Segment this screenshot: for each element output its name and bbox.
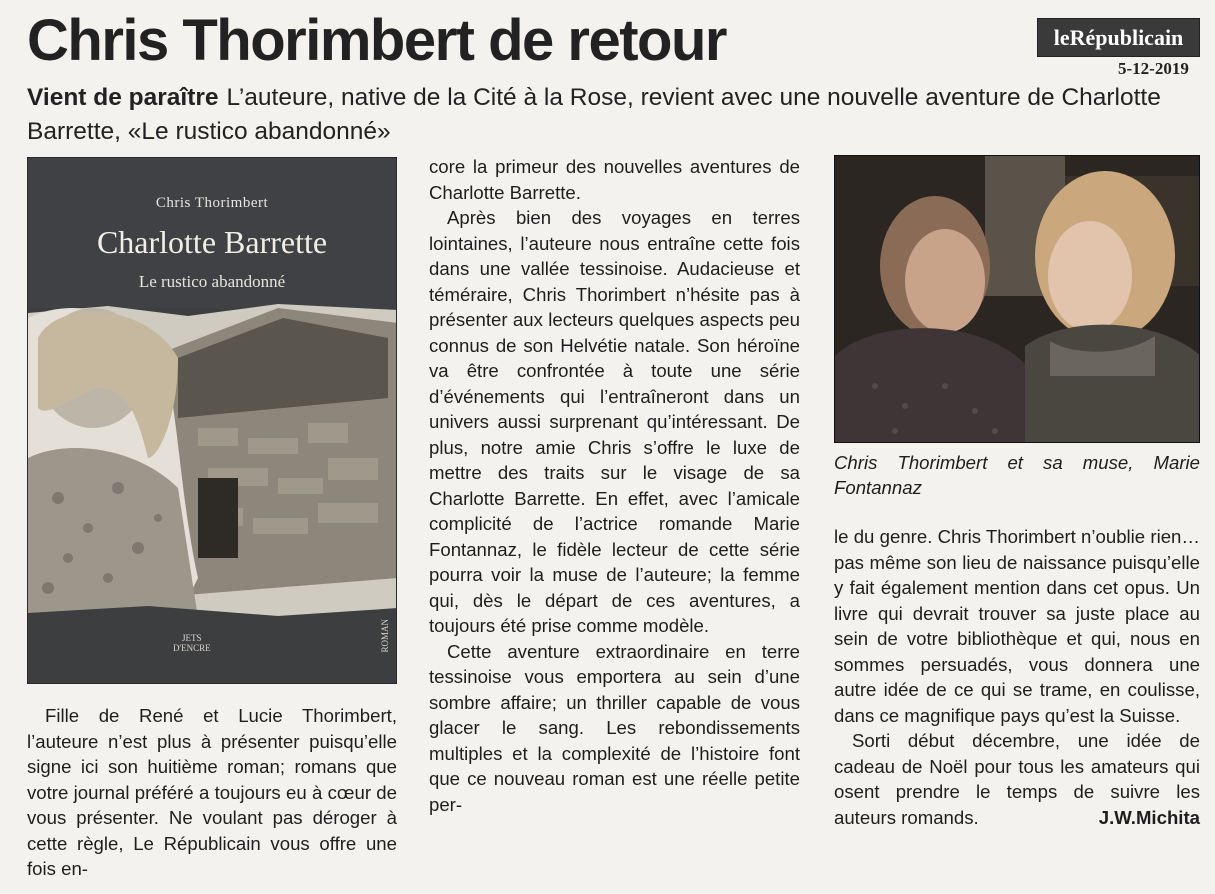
paragraph: Cette aventure extraordinaire en terre tessinoise vous emportera au sein d’une sombre affaire; un thriller capable de vous glacer le sang. Les rebondissements multiples et la complexité de l’histoire font que ce nouveau roman est une réelle petite per- <box>429 640 800 815</box>
paragraph: core la primeur des nouvelles aventures de Charlotte Barrette. <box>429 156 800 203</box>
book-cover-image <box>27 157 397 684</box>
author-photo <box>834 155 1200 443</box>
article-deck <box>27 81 1207 149</box>
paragraph: Fille de René et Lucie Thorimbert, l’auteure n’est plus à présenter puisqu’elle signe ici son huitième roman; romans que votre journal préféré a toujours eu à cœur de vous présenter. Ne voulant pas déroger à cette règle, Le Républicain vous offre une fois en- <box>27 705 397 879</box>
article-column-2 <box>429 154 800 817</box>
paragraph <box>834 728 1200 830</box>
book-title: Charlotte Barrette <box>96 224 328 260</box>
headline: Chris Thorimbert de retour <box>27 8 726 73</box>
photo-caption: Chris Thorimbert et sa muse, Marie Fontannaz <box>834 452 1200 498</box>
book-genre-label: ROMAN <box>380 619 390 653</box>
logo-le: le <box>1053 24 1070 50</box>
paragraph: Après bien des voyages en terres lointaines, l’auteure nous entraîne cette fois dans une vallée tessinoise. Audacieuse et téméraire, Chris Thorimbert n’hésite pas à présenter aux lecteurs quelques aspects peu connus de son Helvétie natale. Son héroïne va être confrontée à toute une série d’événements qui l’entraîneront dans un univers aussi surprenant qu’intéressant. De plus, notre amie Chris s’offre le luxe de mettre des traits sur le visage de sa Charlotte Barrette. En effet, avec l’amicale complicité de l’actrice romande Marie Fontannaz, le fidèle lecteur de cette série pourra voir la muse de l’auteure; la femme qui, dès le départ de ces aventures, a toujours été prise comme modèle. <box>429 207 800 636</box>
book-subtitle: Le rustico abandonné <box>138 272 286 291</box>
publication-date: 5-12-2019 <box>1118 59 1189 78</box>
article-column-1 <box>27 703 397 882</box>
publisher-logo <box>173 633 211 653</box>
article-column-3 <box>834 524 1200 830</box>
logo-republicain: Républicain <box>1069 24 1184 50</box>
deck-kicker: Vient de paraître <box>27 84 219 111</box>
photo-illustration <box>835 156 1200 443</box>
author-signature: J.W.Michita <box>1098 806 1200 828</box>
deck-text: L’auteure, native de la Cité à la Rose, revient avec une nouvelle aventure de Charlotte Barrette, «Le rustico abandonné» <box>27 84 1161 145</box>
paragraph-text: Sorti début décembre, une idée de cadeau de Noël pour tous les amateurs qui osent prendre le temps de suivre les auteurs romands. <box>834 730 1200 828</box>
publisher-top: JETS <box>182 633 202 643</box>
book-author: Chris Thorimbert <box>155 195 269 211</box>
paragraph: le du genre. Chris Thorimbert n’oublie rien… pas même son lieu de naissance puisqu’elle y fait également mention dans cet opus. Un livre qui devrait trouver sa juste place au sein de votre bibliothèque et qui, nous en sommes persuadés, vous donnera une autre idée de ce qui se trame, en coulisse, dans ce magnifique pays qu’est la Suisse. <box>834 526 1200 726</box>
publisher-bottom: D'ENCRE <box>173 643 211 653</box>
newspaper-logo <box>1037 18 1200 57</box>
